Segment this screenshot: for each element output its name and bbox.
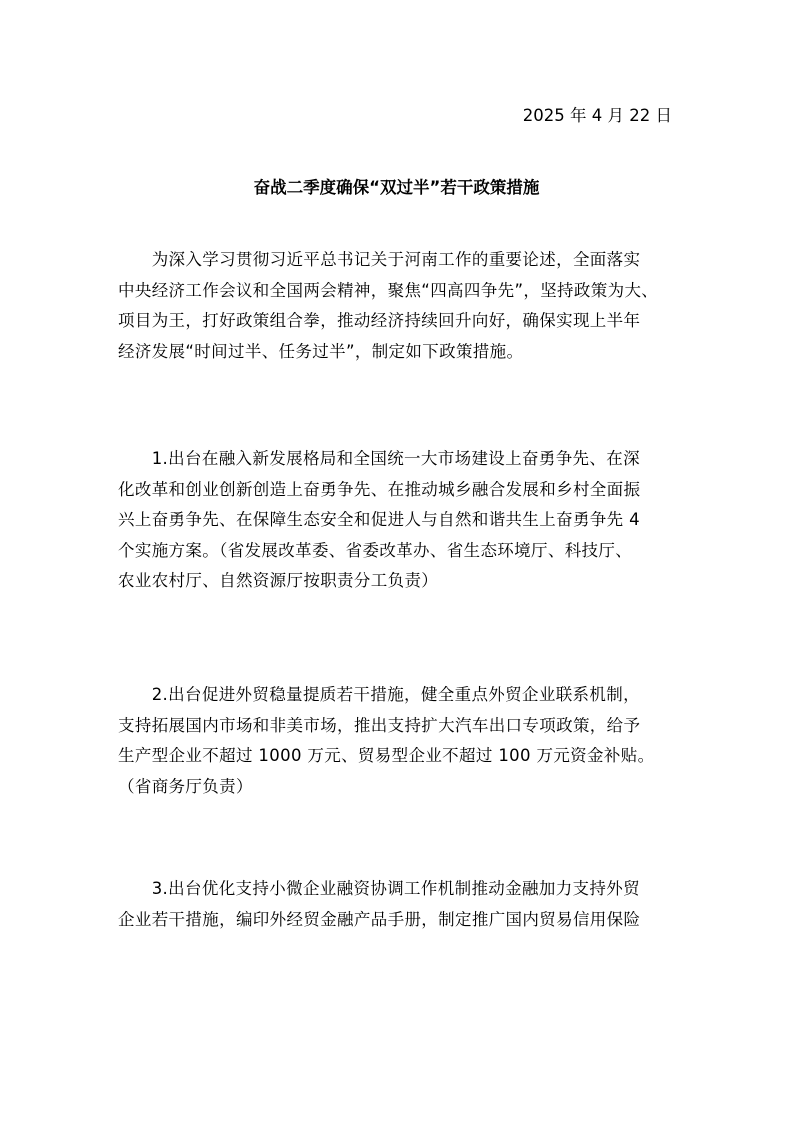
paragraph-line: 农业农村厅、自然资源厅按职责分工负责） [118,571,439,591]
paragraph-line: 3.出台优化支持小微企业融资协调工作机制推动金融加力支持外贸 [118,879,640,898]
paragraph-item-2 [118,680,680,802]
paragraph-line: 生产型企业不超过 1000 万元、贸易型企业不超过 100 万元资金补贴。 [118,746,655,766]
paragraph-intro [118,245,680,367]
paragraph-line: 兴上奋勇争先、在保障生态安全和促进人与自然和谐共生上奋勇争先 4 [118,510,640,530]
paragraph-line: 企业若干措施，编印外经贸金融产品手册，制定推广国内贸易信用保险 [118,909,641,929]
document-date: 2025 年 4 月 22 日 [522,106,672,125]
paragraph-line: 2.出台促进外贸稳量提质若干措施，健全重点外贸企业联系机制， [118,685,640,704]
paragraph-item-1 [118,444,680,597]
paragraph-line: 中央经济工作会议和全国两会精神，聚焦“四高四争先”，坚持政策为大、 [118,280,659,300]
paragraph-line: 支持拓展国内市场和非美市场，推出支持扩大汽车出口专项政策，给予 [118,715,641,735]
paragraph-line: （省商务厅负责） [118,776,253,796]
paragraph-item-3 [118,874,680,935]
paragraph-line: 为深入学习贯彻习近平总书记关于河南工作的重要论述，全面落实 [118,250,641,269]
paragraph-line: 经济发展“时间过半、任务过半”，制定如下政策措施。 [118,341,524,361]
paragraph-line: 化改革和创业创新创造上奋勇争先、在推动城乡融合发展和乡村全面振 [118,479,641,499]
document-title: 奋战二季度确保“双过半”若干政策措施 [253,178,540,197]
paragraph-line: 个实施方案。（省发展改革委、省委改革办、省生态环境厅、科技厅、 [118,540,633,560]
paragraph-line: 项目为王，打好政策组合拳，推动经济持续回升向好，确保实现上半年 [118,311,641,331]
paragraph-line: 1.出台在融入新发展格局和全国统一大市场建设上奋勇争先、在深 [118,449,640,468]
